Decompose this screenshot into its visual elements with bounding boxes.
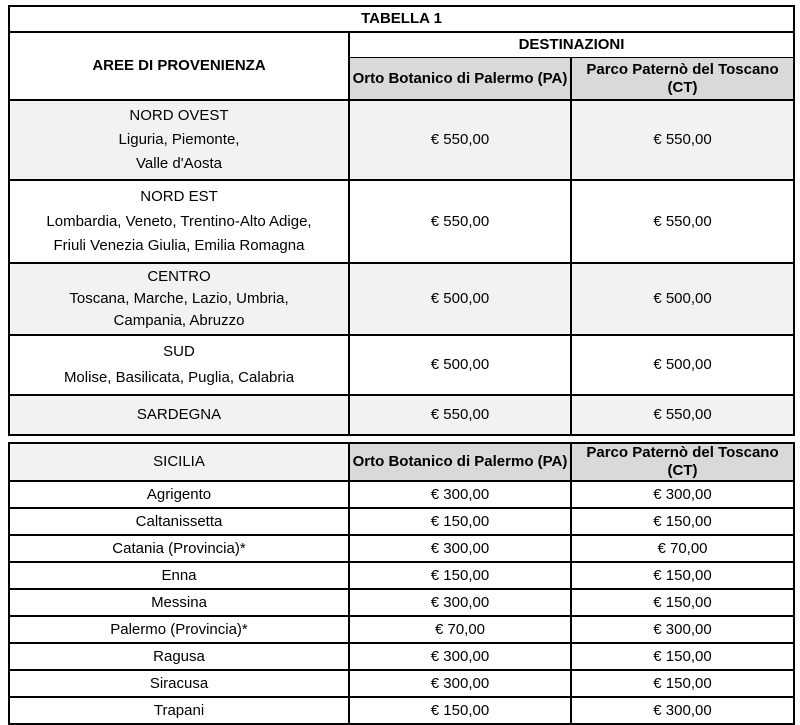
price-cell: € 300,00 [571,697,794,724]
price-cell: € 300,00 [349,643,571,670]
area-cell [9,263,349,335]
price-cell: € 550,00 [571,180,794,263]
price-cell: € 550,00 [349,100,571,180]
area-text [10,101,348,179]
document-page [8,5,793,725]
area-name: CENTRO [147,268,211,285]
province-cell: Caltanissetta [9,508,349,535]
province-cell: Ragusa [9,643,349,670]
table-row [9,508,794,535]
price-cell: € 550,00 [349,395,571,435]
table-row [9,589,794,616]
price-cell: € 150,00 [571,562,794,589]
table-row [9,643,794,670]
price-cell: € 550,00 [349,180,571,263]
area-regions-line: Valle d'Aosta [136,155,222,172]
province-cell: Siracusa [9,670,349,697]
area-name: NORD EST [140,187,218,205]
area-text [10,336,348,394]
price-cell: € 550,00 [571,395,794,435]
column-header-parco-paterno: Parco Paternò del Toscano (CT) [571,443,794,481]
province-cell: Catania (Provincia)* [9,535,349,562]
table-row [9,100,794,180]
area-regions-line: Lombardia, Veneto, Trentino-Alto Adige, [46,212,312,230]
area-name: SUD [163,343,195,361]
areas-header-cell: AREE DI PROVENIENZA [9,32,349,100]
price-cell: € 70,00 [571,535,794,562]
price-cell: € 150,00 [349,562,571,589]
area-name: SARDEGNA [136,406,222,423]
table-row [9,562,794,589]
table-row [9,697,794,724]
price-cell: € 300,00 [571,481,794,508]
price-cell: € 150,00 [571,643,794,670]
price-cell: € 500,00 [571,335,794,395]
price-cell: € 150,00 [349,697,571,724]
column-header-parco-paterno: Parco Paternò del Toscano (CT) [571,58,794,101]
sicilia-header-row [9,443,794,481]
price-cell: € 300,00 [349,481,571,508]
destinations-header-row [9,32,794,58]
province-cell: Enna [9,562,349,589]
table-title: TABELLA 1 [9,6,794,32]
column-header-orto-botanico: Orto Botanico di Palermo (PA) [349,58,571,101]
column-header-orto-botanico: Orto Botanico di Palermo (PA) [349,443,571,481]
price-cell: € 500,00 [571,263,794,335]
area-text [10,396,348,434]
price-cell: € 70,00 [349,616,571,643]
price-cell: € 150,00 [571,589,794,616]
table-row [9,335,794,395]
destinations-header-cell: DESTINAZIONI [349,32,794,58]
area-regions-line: Toscana, Marche, Lazio, Umbria, [69,290,289,307]
price-cell: € 300,00 [349,589,571,616]
provenance-table [8,5,795,436]
area-regions-line: Friuli Venezia Giulia, Emilia Romagna [53,237,305,255]
price-cell: € 550,00 [571,100,794,180]
province-cell: Trapani [9,697,349,724]
sicilia-table [8,442,795,725]
province-cell: Agrigento [9,481,349,508]
area-text [10,181,348,262]
price-cell: € 500,00 [349,263,571,335]
price-cell: € 300,00 [571,616,794,643]
province-cell: Palermo (Provincia)* [9,616,349,643]
table-row [9,616,794,643]
table-row [9,180,794,263]
sicilia-header-cell: SICILIA [9,443,349,481]
area-name: NORD OVEST [129,107,229,124]
price-cell: € 300,00 [349,670,571,697]
area-cell [9,335,349,395]
area-regions-line: Campania, Abruzzo [113,312,245,329]
price-cell: € 150,00 [571,508,794,535]
table-row [9,263,794,335]
table-row [9,535,794,562]
area-cell [9,395,349,435]
price-cell: € 150,00 [571,670,794,697]
area-regions-line: Molise, Basilicata, Puglia, Calabria [63,368,295,386]
area-cell [9,180,349,263]
table-row [9,670,794,697]
area-cell [9,100,349,180]
price-cell: € 500,00 [349,335,571,395]
area-text [10,264,348,334]
province-cell: Messina [9,589,349,616]
table-row [9,481,794,508]
price-cell: € 150,00 [349,508,571,535]
table-row [9,395,794,435]
table-title-row [9,6,794,32]
area-regions-line: Liguria, Piemonte, [118,131,240,148]
price-cell: € 300,00 [349,535,571,562]
